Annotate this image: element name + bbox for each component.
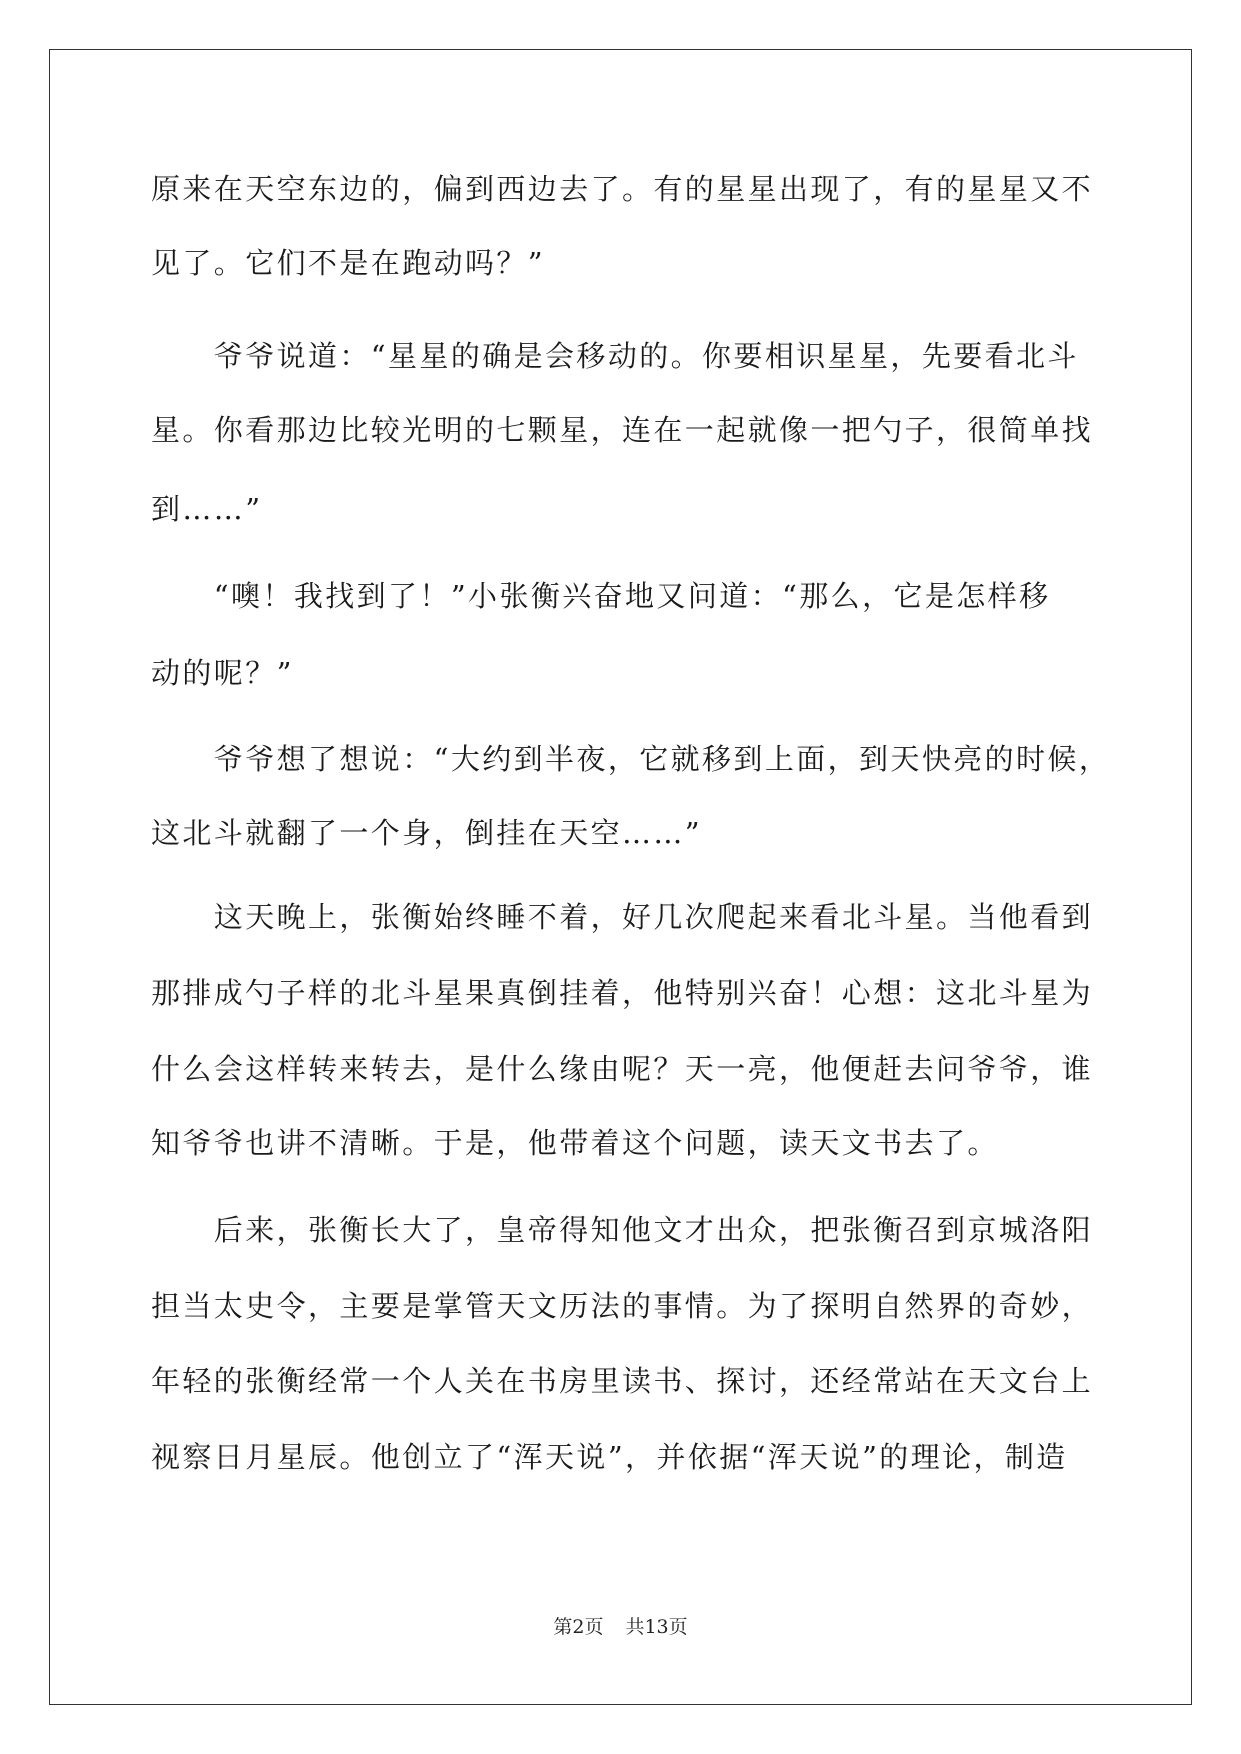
text-line: 这天晚上，张衡始终睡不着，好几次爬起来看北斗星。当他看到: [151, 900, 1094, 934]
text-line: 到……”: [151, 492, 263, 526]
text-line: 动的呢？”: [151, 656, 294, 690]
page-footer: [0, 1612, 1241, 1639]
text-line: 原来在天空东边的，偏到西边去了。有的星星出现了，有的星星又不: [151, 172, 1094, 206]
text-line: 年轻的张衡经常一个人关在书房里读书、探讨，还经常站在天文台上: [151, 1364, 1094, 1398]
text-line: 视察日月星辰。他创立了“浑天说”，并依据“浑天说”的理论，制造: [151, 1440, 1068, 1474]
text-line: 见了。它们不是在跑动吗？”: [151, 246, 546, 280]
text-line: “噢！我找到了！”小张衡兴奋地又问道：“那么，它是怎样移: [151, 579, 1051, 613]
text-line: 爷爷想了想说：“大约到半夜，它就移到上面，到天快亮的时候，: [151, 742, 1111, 776]
page-total: 共13页: [625, 1616, 688, 1638]
text-line: 后来，张衡长大了，皇帝得知他文才出众，把张衡召到京城洛阳: [151, 1213, 1094, 1247]
page-number: 第2页: [553, 1616, 604, 1638]
text-line: 知爷爷也讲不清晰。于是，他带着这个问题，读天文书去了。: [151, 1126, 999, 1160]
text-line: 担当太史令，主要是掌管天文历法的事情。为了探明自然界的奇妙，: [151, 1289, 1094, 1323]
text-line: 那排成勺子样的北斗星果真倒挂着，他特别兴奋！心想：这北斗星为: [151, 976, 1094, 1010]
text-line: 这北斗就翻了一个身，倒挂在天空……”: [151, 816, 703, 850]
text-line: 什么会这样转来转去，是什么缘由呢？天一亮，他便赶去问爷爷，谁: [151, 1052, 1094, 1086]
text-line: 爷爷说道：“星星的确是会移动的。你要相识星星，先要看北斗: [151, 339, 1079, 373]
text-line: 星。你看那边比较光明的七颗星，连在一起就像一把勺子，很简单找: [151, 413, 1094, 447]
